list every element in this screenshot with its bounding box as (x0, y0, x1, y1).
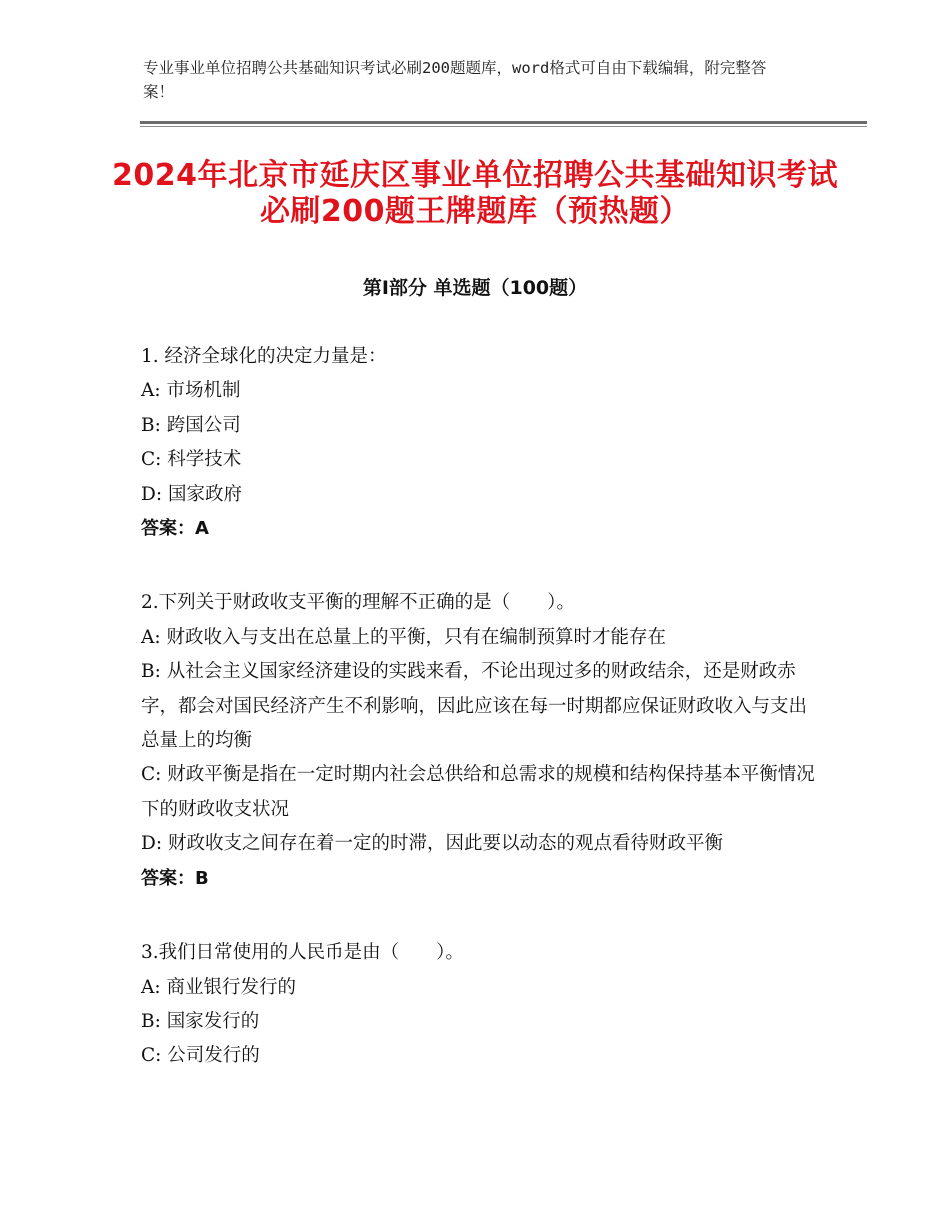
option-b: B: 国家发行的 (141, 1010, 260, 1032)
question-stem: 1. 经济全球化的决定力量是： (141, 346, 387, 367)
question-list (141, 340, 821, 1114)
option-c: C: 公司发行的 (141, 1045, 260, 1067)
question-2 (141, 586, 821, 896)
option-c: C: 财政平衡是指在一定时期内社会总供给和总需求的规模和结构保持基本平衡情况下的财政收支状况 (141, 764, 815, 820)
section-title: 第Ⅰ部分 单选题（100题） (362, 277, 588, 299)
answer: 答案：B (141, 867, 209, 889)
header-rule-thick (140, 121, 867, 124)
question-stem: 2.下列关于财政收支平衡的理解不正确的是（ ）。 (141, 592, 575, 614)
question-1 (141, 340, 821, 546)
option-b: B: 跨国公司 (141, 414, 241, 436)
header-note: 专业事业单位招聘公共基础知识考试必刷200题题库，word格式可自由下载编辑，附完整答案！ (143, 59, 767, 101)
question-stem: 3.我们日常使用的人民币是由（ ）。 (141, 942, 464, 964)
header-rule-thin (140, 126, 867, 127)
option-a: A: 财政收入与支出在总量上的平衡，只有在编制预算时才能存在 (141, 626, 666, 648)
option-d: D: 财政收支之间存在着一定的时滞，因此要以动态的观点看待财政平衡 (141, 833, 723, 855)
question-3 (141, 936, 821, 1074)
option-b: B: 从社会主义国家经济建设的实践来看，不论出现过多的财政结余，还是财政赤字，都会对国民经济产生不利影响，因此应该在每一时期都应保证财政收入与支出总量上的均衡 (141, 661, 808, 752)
option-c: C: 科学技术 (141, 449, 242, 471)
option-a: A: 市场机制 (141, 380, 241, 402)
option-a: A: 商业银行发行的 (141, 976, 296, 998)
document-title: 2024年北京市延庆区事业单位招聘公共基础知识考试必刷200题王牌题库（预热题） (112, 158, 838, 229)
option-d: D: 国家政府 (141, 483, 242, 505)
answer: 答案：A (141, 518, 209, 540)
